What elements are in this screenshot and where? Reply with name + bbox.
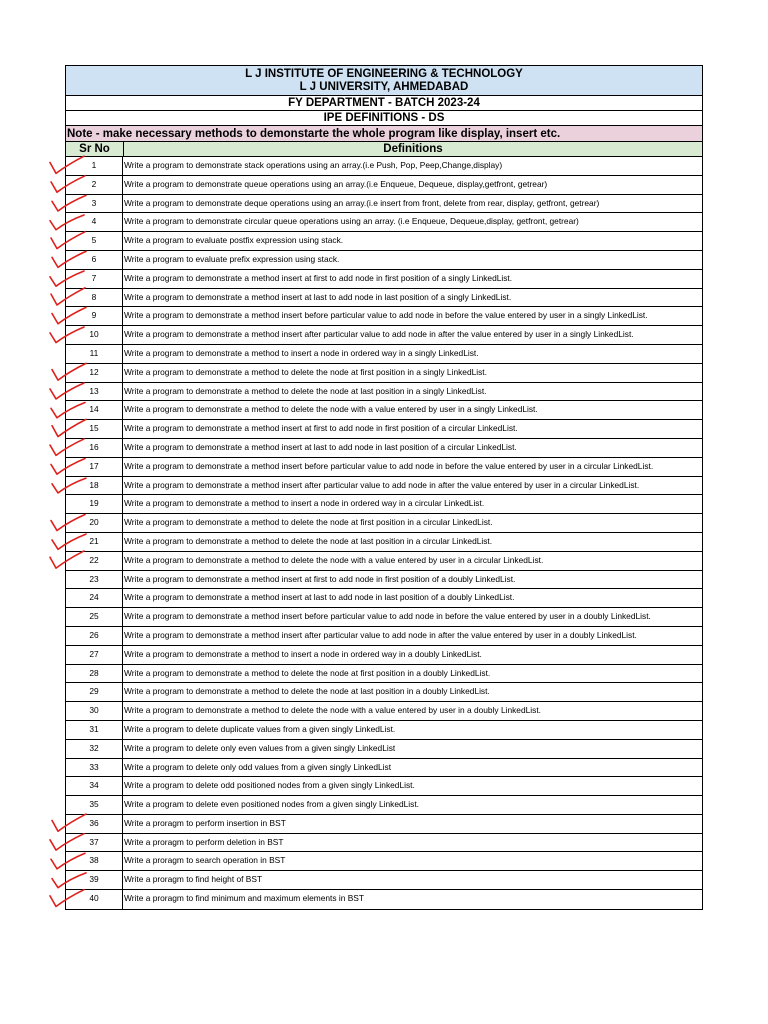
table-row: [66, 401, 702, 420]
definition-cell: Write a program to demonstrate a method insert at last to add node in last position of a circular LinkedList.: [124, 441, 517, 452]
definition-cell: Write a program to demonstrate a method to delete the node at last position in a doubly LinkedList.: [124, 686, 490, 697]
sr-no-cell: 28: [66, 665, 123, 683]
table-row: [66, 514, 702, 533]
sr-no-cell: 11: [66, 345, 123, 363]
sr-no-cell: 6: [66, 251, 123, 269]
table-row: [66, 589, 702, 608]
table-row: [66, 871, 702, 890]
definition-cell: Write a program to demonstrate a method insert at first to add node in first position of a doubly LinkedList.: [124, 573, 516, 584]
definition-cell: Write a program to demonstrate a method insert at first to add node in first position of a circular LinkedList.: [124, 423, 518, 434]
table-row: [66, 213, 702, 232]
sr-no-cell: 27: [66, 646, 123, 664]
table-row: [66, 665, 702, 684]
table-row: [66, 326, 702, 345]
table-row: [66, 495, 702, 514]
definitions-table-body: [66, 157, 702, 909]
definition-cell: Write a program to demonstrate a method to delete the node at last position in a circular LinkedList.: [124, 535, 493, 546]
definition-cell: Write a program to evaluate postfix expression using stack.: [124, 235, 344, 246]
sr-no-cell: 5: [66, 232, 123, 250]
table-row: [66, 439, 702, 458]
table-row: [66, 834, 702, 853]
sr-no-cell: 9: [66, 307, 123, 325]
table-row: [66, 627, 702, 646]
table-row: [66, 270, 702, 289]
sr-no-cell: 13: [66, 383, 123, 401]
sr-no-cell: 1: [66, 157, 123, 175]
table-row: [66, 307, 702, 326]
sr-no-cell: 34: [66, 777, 123, 795]
sr-no-cell: 33: [66, 759, 123, 777]
definitions-sheet: [65, 65, 703, 910]
table-row: [66, 364, 702, 383]
definition-cell: Write a program to evaluate prefix expression using stack.: [124, 253, 340, 264]
definition-cell: Write a program to demonstrate a method to delete the node with a value entered by user in a circular LinkedList.: [124, 554, 544, 565]
definition-cell: Write a program to demonstrate a method insert after particular value to add node in after the value entered by user in a singly LinkedList.: [124, 329, 634, 340]
sr-no-cell: 12: [66, 364, 123, 382]
sr-no-cell: 17: [66, 458, 123, 476]
definition-cell: Write a program to demonstrate a method to insert a node in ordered way in a singly LinkedList.: [124, 347, 479, 358]
table-row: [66, 702, 702, 721]
definition-cell: Write a proragm to find height of BST: [124, 874, 263, 885]
definition-cell: Write a program to demonstrate a method insert before particular value to add node in before the value entered by user in a singly LinkedList.: [124, 310, 648, 321]
table-row: [66, 345, 702, 364]
table-row: [66, 176, 702, 195]
sr-no-cell: 32: [66, 740, 123, 758]
table-row: [66, 815, 702, 834]
definition-cell: Write a program to demonstrate a method insert after particular value to add node in after the value entered by user in a doubly LinkedList.: [124, 629, 637, 640]
table-row: [66, 796, 702, 815]
sr-no-cell: 10: [66, 326, 123, 344]
sr-no-cell: 14: [66, 401, 123, 419]
university-name: L J UNIVERSITY, AHMEDABAD: [299, 81, 469, 93]
table-row: [66, 251, 702, 270]
note-row: Note - make necessary methods to demonstarte the whole program like display, insert etc.: [66, 126, 702, 142]
definition-cell: Write a program to demonstrate deque operations using an array.(i.e insert from front, delete from rear, display, getfront, getrear): [124, 197, 600, 208]
table-row: [66, 157, 702, 176]
definition-cell: Write a program to demonstrate a method to insert a node in ordered way in a doubly LinkedList.: [124, 648, 482, 659]
definition-cell: Write a proragm to search operation in BST: [124, 855, 286, 866]
sr-no-cell: 8: [66, 289, 123, 307]
sr-no-cell: 22: [66, 552, 123, 570]
column-header-definitions: Definitions: [383, 143, 443, 155]
definition-cell: Write a program to demonstrate a method insert before particular value to add node in before the value entered by user in a circular LinkedList.: [124, 460, 654, 471]
definition-cell: Write a program to demonstrate circular queue operations using an array. (i.e Enqueue, Dequeue,display, getfront, getrear): [124, 216, 579, 227]
definition-cell: Write a program to demonstrate a method insert before particular value to add node in before the value entered by user in a doubly LinkedList.: [124, 611, 651, 622]
sr-no-cell: 16: [66, 439, 123, 457]
department-header: FY DEPARTMENT - BATCH 2023-24: [66, 96, 702, 111]
table-row: [66, 420, 702, 439]
table-row: [66, 571, 702, 590]
table-row: [66, 721, 702, 740]
definition-cell: Write a program to delete odd positioned nodes from a given singly LinkedList.: [124, 780, 415, 791]
definition-cell: Write a program to demonstrate a method insert after particular value to add node in after the value entered by user in a circular LinkedList.: [124, 479, 640, 490]
definition-cell: Write a program to delete even positioned nodes from a given singly LinkedList.: [124, 799, 419, 810]
definition-cell: Write a proragm to perform deletion in BST: [124, 836, 284, 847]
sr-no-cell: 26: [66, 627, 123, 645]
definition-cell: Write a proragm to perform insertion in BST: [124, 817, 286, 828]
column-header-row: [66, 142, 702, 157]
table-row: [66, 477, 702, 496]
institute-name: L J INSTITUTE OF ENGINEERING & TECHNOLOGY: [245, 68, 523, 80]
institute-header: [66, 66, 702, 96]
table-row: [66, 759, 702, 778]
definition-cell: Write a program to demonstrate a method insert at last to add node in last position of a doubly LinkedList.: [124, 592, 515, 603]
table-row: [66, 852, 702, 871]
table-row: [66, 533, 702, 552]
definition-cell: Write a program to delete duplicate values from a given singly LinkedList.: [124, 723, 396, 734]
sr-no-cell: 25: [66, 608, 123, 626]
table-row: [66, 289, 702, 308]
definition-cell: Write a program to demonstrate a method to delete the node with a value entered by user in a singly LinkedList.: [124, 404, 538, 415]
sr-no-cell: 7: [66, 270, 123, 288]
sr-no-cell: 35: [66, 796, 123, 814]
sr-no-cell: 39: [66, 871, 123, 889]
table-row: [66, 458, 702, 477]
sr-no-cell: 29: [66, 683, 123, 701]
table-row: [66, 740, 702, 759]
table-row: [66, 383, 702, 402]
sr-no-cell: 31: [66, 721, 123, 739]
sr-no-cell: 18: [66, 477, 123, 495]
sr-no-cell: 20: [66, 514, 123, 532]
sr-no-cell: 36: [66, 815, 123, 833]
table-row: [66, 608, 702, 627]
column-header-sr: Sr No: [66, 142, 124, 156]
sr-no-cell: 30: [66, 702, 123, 720]
definition-cell: Write a program to demonstrate a method insert at last to add node in last position of a singly LinkedList.: [124, 291, 512, 302]
sr-no-cell: 21: [66, 533, 123, 551]
definition-cell: Write a program to delete only odd values from a given singly LinkedList: [124, 761, 392, 772]
sr-no-cell: 15: [66, 420, 123, 438]
definition-cell: Write a program to demonstrate a method to insert a node in ordered way in a circular LinkedList.: [124, 498, 485, 509]
sr-no-cell: 40: [66, 890, 123, 909]
table-row: [66, 777, 702, 796]
definition-cell: Write a program to demonstrate a method to delete the node with a value entered by user in a doubly LinkedList.: [124, 705, 541, 716]
definition-cell: Write a program to demonstrate a method to delete the node at last position in a singly LinkedList.: [124, 385, 487, 396]
definition-cell: Write a program to demonstrate a method insert at first to add node in first position of a singly LinkedList.: [124, 272, 513, 283]
definition-cell: Write a program to delete only even values from a given singly LinkedList: [124, 742, 396, 753]
sr-no-cell: 38: [66, 852, 123, 870]
sr-no-cell: 19: [66, 495, 123, 513]
sr-no-cell: 24: [66, 589, 123, 607]
definition-cell: Write a program to demonstrate a method to delete the node at first position in a doubly LinkedList.: [124, 667, 491, 678]
definition-cell: Write a program to demonstrate queue operations using an array.(i.e Enqueue, Dequeue, display,getfront, getrear): [124, 178, 548, 189]
table-row: [66, 890, 702, 909]
table-row: [66, 232, 702, 251]
table-row: [66, 683, 702, 702]
table-row: [66, 552, 702, 571]
subject-header: IPE DEFINITIONS - DS: [66, 111, 702, 126]
definition-cell: Write a program to demonstrate a method to delete the node at first position in a singly LinkedList.: [124, 366, 487, 377]
sr-no-cell: 23: [66, 571, 123, 589]
sr-no-cell: 2: [66, 176, 123, 194]
definition-cell: Write a proragm to find minimum and maximum elements in BST: [124, 893, 365, 904]
sr-no-cell: 37: [66, 834, 123, 852]
definition-cell: Write a program to demonstrate a method to delete the node at first position in a circular LinkedList.: [124, 517, 493, 528]
table-row: [66, 195, 702, 214]
sr-no-cell: 3: [66, 195, 123, 213]
sr-no-cell: 4: [66, 213, 123, 231]
definition-cell: Write a program to demonstrate stack operations using an array.(i.e Push, Pop, Peep,Change,display): [124, 160, 503, 170]
table-row: [66, 646, 702, 665]
